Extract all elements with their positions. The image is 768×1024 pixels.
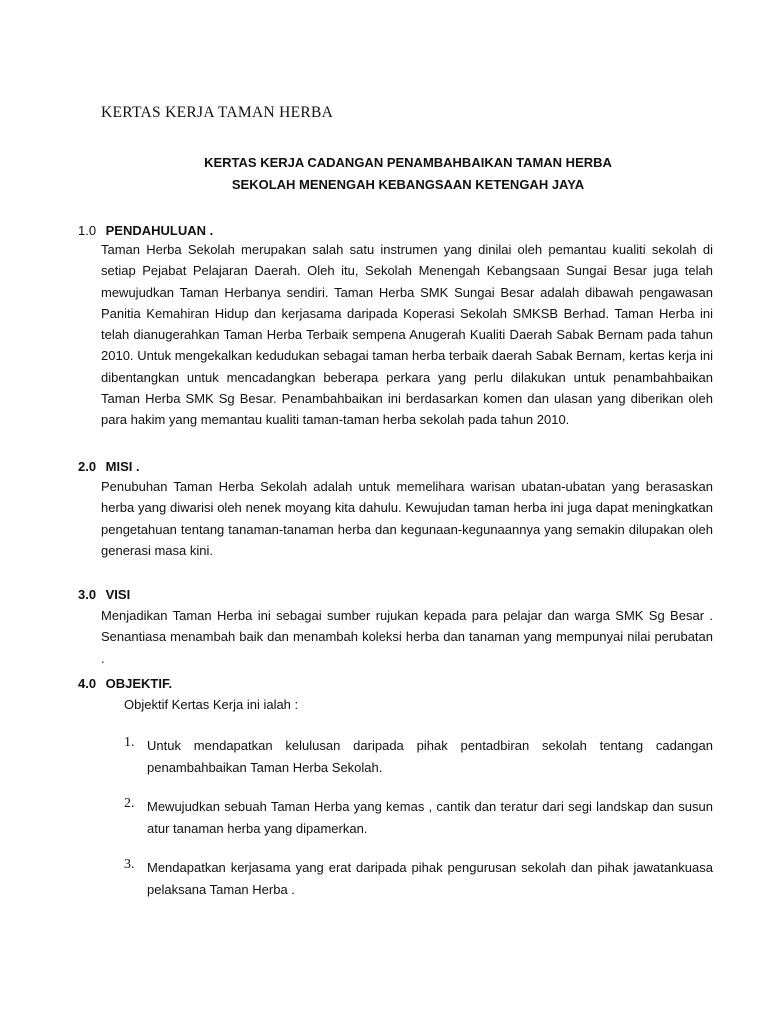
document-title: KERTAS KERJA TAMAN HERBA	[101, 104, 334, 121]
objectives-intro: Objektif Kertas Kerja ini ialah :	[124, 697, 299, 712]
section-body-visi: Menjadikan Taman Herba ini sebagai sumber rujukan kepada para pelajar dan warga SMK Sg Besar . Senantiasa menambah baik dan menambah koleksi herba dan tanaman yang mempunyai nilai perubatan .	[101, 608, 713, 666]
section-heading-misi	[78, 459, 140, 474]
section-title: PENDAHULUAN .	[105, 223, 214, 238]
objective-text: Untuk mendapatkan kelulusan daripada pihak pentadbiran sekolah tentang cadangan penambahbaikan Taman Herba Sekolah.	[147, 738, 713, 775]
section-heading-visi	[78, 587, 130, 602]
subtitle-line-2: SEKOLAH MENENGAH KEBANGSAAN KETENGAH JAYA	[231, 177, 585, 192]
section-heading-objektif	[78, 676, 172, 691]
objective-number: 1.	[124, 735, 135, 750]
objective-item	[124, 735, 713, 778]
subtitle-line-1: KERTAS KERJA CADANGAN PENAMBAHBAIKAN TAMAN HERBA	[204, 155, 612, 170]
section-title: MISI .	[105, 459, 140, 474]
section-body-misi: Penubuhan Taman Herba Sekolah adalah untuk memelihara warisan ubatan-ubatan yang berasaskan herba yang diwarisi oleh nenek moyang kita dahulu. Kewujudan taman herba ini juga dapat meningkatkan pengetahuan tentang tanaman-tanaman herba dan kegunaan-kegunaannya yang semakin dilupakan oleh generasi masa kini.	[101, 479, 713, 558]
objective-item	[124, 796, 713, 839]
objective-item	[124, 857, 713, 900]
section-number: 2.0	[78, 459, 97, 474]
objective-text: Mewujudkan sebuah Taman Herba yang kemas , cantik dan teratur dari segi landskap dan susun atur tanaman herba yang dipamerkan.	[147, 799, 713, 836]
section-number: 1.0	[78, 223, 97, 238]
objective-number: 2.	[124, 796, 135, 811]
section-title: VISI	[105, 587, 131, 602]
objective-number: 3.	[124, 857, 135, 872]
section-body-pendahuluan: Taman Herba Sekolah merupakan salah satu instrumen yang dinilai oleh pemantau kualiti sekolah di setiap Pejabat Pelajaran Daerah. Oleh itu, Sekolah Menengah Kebangsaan Sungai Besar juga telah mewujudkan Taman Herbanya sendiri. Taman Herba SMK Sungai Besar adalah dibawah pengawasan Panitia Kemahiran Hidup dan kerjasama daripada Koperasi Sekolah SMKSB Berhad. Taman Herba ini telah dianugerahkan Taman Herba Terbaik sempena Anugerah Kualiti Daerah Sabak Bernam pada tahun 2010. Untuk mengekalkan kedudukan sebagai taman herba terbaik daerah Sabak Bernam, kertas kerja ini dibentangkan untuk mencadangkan beberapa perkara yang perlu dilakukan untuk penambahbaikan Taman Herba SMK Sg Besar. Penambahbaikan ini berdasarkan komen dan ulasan yang diberikan oleh para hakim yang memantau kualiti taman-taman herba sekolah pada tahun 2010.	[101, 242, 713, 428]
section-heading-pendahuluan	[78, 223, 213, 238]
objective-text: Mendapatkan kerjasama yang erat daripada pihak pengurusan sekolah dan pihak jawatankuasa pelaksana Taman Herba .	[147, 860, 713, 897]
section-title: OBJEKTIF.	[105, 676, 173, 691]
section-number: 4.0	[78, 676, 97, 691]
section-number: 3.0	[78, 587, 97, 602]
